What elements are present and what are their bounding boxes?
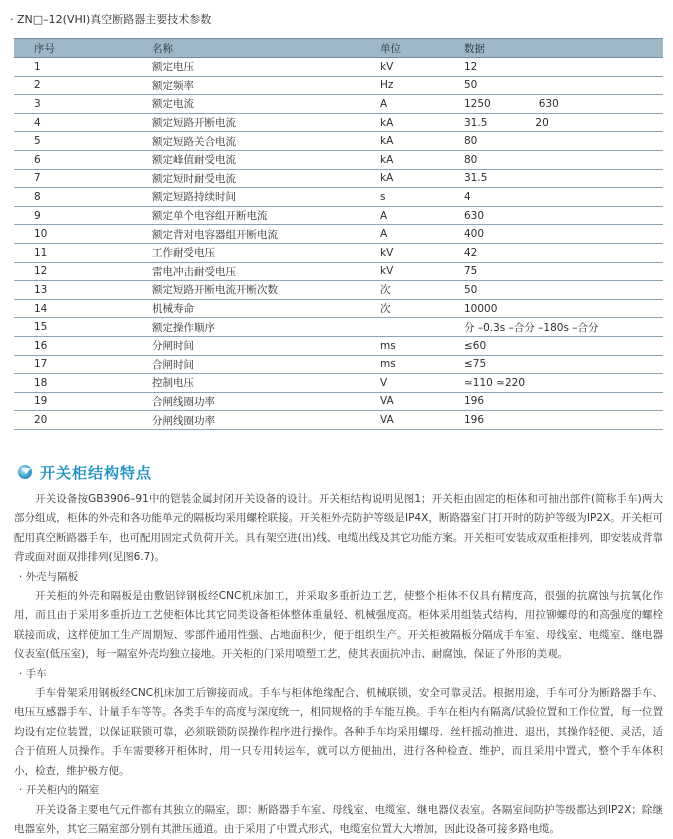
table-row [14,169,663,188]
cell-name: 控制电压 [138,374,366,393]
cell-name: 额定短时耐受电流 [138,169,366,188]
blue-sphere-icon [18,465,32,479]
cell-value-primary: 4 [464,191,471,203]
cell-name: 雷电冲击耐受电压 [138,262,366,281]
cell-value-primary: 50 [464,284,477,296]
cell-unit: A [366,206,450,225]
cell-value [450,95,663,114]
cell-value [450,76,663,95]
spec-table-body [14,58,663,430]
cell-value [450,243,663,262]
cell-value [450,411,663,430]
header-name: 名称 [138,39,366,58]
cell-value-primary: ≤60 [464,340,486,352]
table-row [14,299,663,318]
subheading: · 开关柜内的隔室 [14,781,663,800]
cell-value-primary: ≤75 [464,358,486,370]
cell-name: 额定电压 [138,58,366,77]
cell-unit: kV [366,262,450,281]
table-row [14,392,663,411]
section-title: 开关柜结构特点 [40,462,152,483]
cell-no: 7 [14,169,138,188]
cell-unit: 次 [366,281,450,300]
table-row [14,188,663,207]
section-heading [18,461,152,483]
cell-name: 额定短路持续时间 [138,188,366,207]
cell-value-secondary: 630 [539,98,559,110]
cell-unit: V [366,374,450,393]
cell-value-primary: 80 [464,154,477,166]
cell-no: 20 [14,411,138,430]
table-header-row [14,39,663,58]
cell-value [450,299,663,318]
table-row [14,206,663,225]
cell-value [450,58,663,77]
cell-name: 额定频率 [138,76,366,95]
table-row [14,95,663,114]
cell-unit: kV [366,243,450,262]
cell-name: 额定短路关合电流 [138,132,366,151]
cell-value [450,206,663,225]
paragraph: 开关柜的外壳和隔板是由敷铝锌钢板经CNC机床加工，并采取多重折边工艺，使整个柜体不仅具有精度高，很强的抗腐蚀与抗氧化作用，而且由于采用多重折边工艺使柜体比其它同类设备柜体整体重量轻、机械强度高。柜体采用组装式结构，用拉铆螺母的和高强度的螺栓联接而成，这样使加工生产周期短、零部件通用性强、占地面积少，便于组织生产。开关柜被隔板分隔成手车室、母线室、电缆室、继电器仪表室(低压室)，每一隔室外壳均独立接地。开关柜的门采用喷塑工艺，使其表面抗冲击、耐腐蚀，保证了外形的美观。 [14,587,663,665]
cell-name: 分闸线圈功率 [138,411,366,430]
cell-value-primary: ≃110 ≃220 [464,377,525,389]
cell-unit: kA [366,132,450,151]
table-row [14,113,663,132]
cell-name: 合闸线圈功率 [138,392,366,411]
cell-unit: Hz [366,76,450,95]
cell-value [450,113,663,132]
cell-no: 6 [14,150,138,169]
table-row [14,132,663,151]
cell-unit: A [366,95,450,114]
cell-value [450,262,663,281]
cell-unit: ms [366,355,450,374]
cell-value [450,188,663,207]
cell-value [450,132,663,151]
table-row [14,318,663,337]
cell-unit: VA [366,392,450,411]
cell-value-primary: 50 [464,79,477,91]
paragraph: 开关设备按GB3906–91中的铠装金属封闭开关设备的设计。开关柜结构说明见图1；开关柜由固定的柜体和可抽出部件(简称手车)两大部分组成，柜体的外壳和各功能单元的隔板均采用螺栓联接。开关柜外壳防护等级是IP4X，断路器室门打开时的防护等级为IP2X。开关柜可配用真空断路器手车，也可配用固定式负荷开关。具有架空进(出)线、电缆出线及其它功能方案。开关柜可安装成双重柜排列，即安装成背靠背或面对面双排排列(见图6.7)。 [14,490,663,568]
header-no: 序号 [14,39,138,58]
table-row [14,336,663,355]
header-value: 数据 [450,39,663,58]
cell-unit [366,318,450,337]
table-row [14,58,663,77]
table-row [14,243,663,262]
cell-name: 额定背对电容器组开断电流 [138,225,366,244]
cell-unit: 次 [366,299,450,318]
cell-unit: kV [366,58,450,77]
cell-value-primary: 1250 [464,98,491,110]
cell-no: 8 [14,188,138,207]
subheading: · 手车 [14,665,663,684]
cell-value-primary: 31.5 [464,117,487,129]
cell-value-primary: 630 [464,210,484,222]
cell-no: 12 [14,262,138,281]
table-row [14,411,663,430]
cell-no: 18 [14,374,138,393]
cell-no: 19 [14,392,138,411]
cell-value [450,374,663,393]
cell-value-primary: 10000 [464,303,497,315]
cell-unit: ms [366,336,450,355]
cell-value [450,150,663,169]
cell-value [450,281,663,300]
spec-table [14,38,663,430]
table-row [14,225,663,244]
cell-value-primary: 75 [464,265,477,277]
cell-value [450,225,663,244]
cell-name: 额定短路开断电流开断次数 [138,281,366,300]
cell-no: 13 [14,281,138,300]
header-unit: 单位 [366,39,450,58]
cell-no: 9 [14,206,138,225]
cell-value-primary: 12 [464,61,477,73]
cell-no: 17 [14,355,138,374]
cell-name: 额定单个电容组开断电流 [138,206,366,225]
cell-value [450,318,663,337]
table-row [14,76,663,95]
cell-name: 额定短路开断电流 [138,113,366,132]
subheading: · 外壳与隔板 [14,568,663,587]
cell-no: 1 [14,58,138,77]
cell-value-primary: 80 [464,135,477,147]
paragraph: 手车骨架采用钢板经CNC机床加工后铆接而成。手车与柜体绝缘配合、机械联锁，安全可靠灵活。根据用途，手车可分为断路器手车、电压互感器手车、计量手车等等。各类手车的高度与深度统一，相同规格的手车能互换。手车在柜内有隔离/试验位置和工作位置，每一位置均设有定位装置，以保证联锁可靠，必须联锁防误操作程序进行操作。各种手车均采用螺母．丝杆摇动推进、退出，其操作轻便、灵活，适合于值班人员操作。手车需要移开柜体时，用一只专用转运车，就可以方便抽出，进行各种检查、维护，而且采用中置式，整个手车体积小，检查，维护极方便。 [14,684,663,781]
cell-no: 16 [14,336,138,355]
cell-value [450,336,663,355]
cell-name: 机械寿命 [138,299,366,318]
table-row [14,150,663,169]
cell-no: 10 [14,225,138,244]
cell-value-secondary: 20 [535,117,548,129]
table-row [14,281,663,300]
cell-no: 5 [14,132,138,151]
cell-unit: kA [366,150,450,169]
cell-value [450,169,663,188]
cell-no: 4 [14,113,138,132]
cell-name: 工作耐受电压 [138,243,366,262]
table-row [14,374,663,393]
cell-value-primary: 400 [464,228,484,240]
body-text [14,490,663,839]
cell-value-primary: 42 [464,247,477,259]
cell-name: 额定电流 [138,95,366,114]
cell-no: 15 [14,318,138,337]
cell-unit: s [366,188,450,207]
cell-name: 分闸时间 [138,336,366,355]
cell-value-primary: 196 [464,414,484,426]
table-row [14,262,663,281]
cell-name: 合闸时间 [138,355,366,374]
cell-value [450,392,663,411]
table-row [14,355,663,374]
table-title: · ZN□–12(VHI)真空断路器主要技术参数 [10,11,211,27]
cell-unit: VA [366,411,450,430]
cell-value-primary: 分 –0.3s –合分 –180s –合分 [464,322,599,334]
cell-unit: kA [366,169,450,188]
cell-no: 11 [14,243,138,262]
paragraph: 开关设备主要电气元件都有其独立的隔室，即：断路器手车室、母线室、电缆室、继电器仪表室。各隔室间防护等级都达到IP2X；除继电器室外，其它三隔室部分别有其泄压通道。由于采用了中置式形式，电缆室位置大大增加，因此设备可接多路电缆。 [14,801,663,839]
cell-value [450,355,663,374]
cell-name: 额定操作顺序 [138,318,366,337]
cell-name: 额定峰值耐受电流 [138,150,366,169]
cell-no: 3 [14,95,138,114]
cell-unit: kA [366,113,450,132]
cell-no: 2 [14,76,138,95]
cell-no: 14 [14,299,138,318]
cell-value-primary: 31.5 [464,172,487,184]
cell-value-primary: 196 [464,395,484,407]
cell-unit: A [366,225,450,244]
